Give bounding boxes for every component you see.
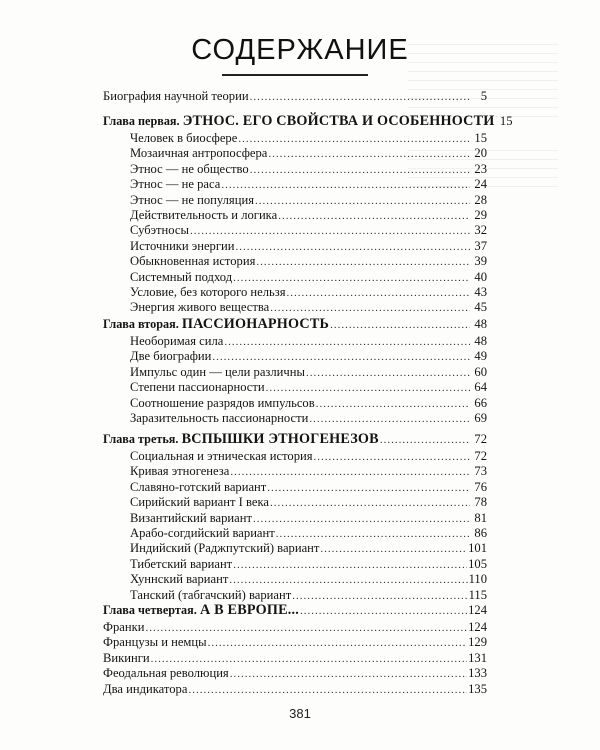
toc-entry-text: Необоримая сила: [130, 334, 224, 348]
toc-entry-page: 66: [474, 395, 487, 410]
dot-leader: [208, 636, 468, 651]
dot-leader: [287, 286, 470, 301]
dot-leader: [190, 224, 470, 239]
chapter-page: 48: [474, 317, 487, 331]
toc-entry-page: 76: [474, 479, 487, 494]
dot-leader: [276, 527, 470, 542]
toc-entry-page: 78: [474, 495, 487, 510]
chapter-label: Глава первая: [103, 114, 177, 128]
title-underline: [222, 74, 368, 76]
toc-entry-text: Обыкновенная история: [130, 254, 256, 269]
chapter-heading: [103, 315, 329, 333]
toc-entry: [103, 411, 487, 426]
toc-intro: [103, 89, 487, 104]
toc-entry-text: Соотношение разрядов импульсов: [130, 395, 315, 410]
dot-leader: [250, 163, 470, 178]
toc-entry: [103, 449, 487, 464]
toc-entry-text: Заразительность пассионарности: [130, 410, 309, 425]
chapter-title: ЭТНОС. ЕГО СВОЙСТВА И ОСОБЕННОСТИ: [182, 113, 495, 129]
toc-entry-page: 81: [474, 510, 487, 525]
dot-leader: [256, 255, 470, 270]
chapter-separator: .: [175, 432, 179, 446]
toc-entry-page: 133: [468, 666, 487, 681]
dot-leader: [320, 542, 467, 557]
toc-entry: [103, 511, 487, 526]
toc-entry-text: Мозаичная антропосфера: [130, 146, 268, 161]
toc-entry-text: Степени пассионарности: [130, 380, 265, 395]
chapter-title: ВСПЫШКИ ЭТНОГЕНЕЗОВ: [181, 431, 379, 447]
toc-entry-text: Сирийский вариант I века: [130, 495, 269, 510]
dot-leader: [253, 512, 470, 527]
toc-entry: [103, 146, 487, 161]
dot-leader: [270, 496, 470, 511]
dot-leader: [267, 481, 470, 496]
dot-leader: [238, 132, 470, 147]
toc-entry-page: 64: [474, 380, 487, 395]
dot-leader: [250, 90, 470, 105]
dot-leader: [300, 602, 467, 620]
toc-entry-page: 39: [474, 254, 487, 269]
toc-entry-text: Субэтносы: [130, 223, 189, 238]
chapter-title: ПАССИОНАРНОСТЬ: [181, 316, 330, 332]
chapter-title: А В ЕВРОПЕ...: [199, 602, 300, 618]
dot-leader: [306, 366, 470, 381]
dot-leader: [229, 573, 467, 588]
toc-entry-text: Викинги: [103, 650, 150, 665]
toc-entry: [103, 285, 487, 300]
toc-entry-text: Арабо-согдийский вариант: [130, 525, 275, 540]
toc-entry: [103, 666, 487, 681]
toc-entry-page: 48: [474, 334, 487, 348]
dot-leader: [212, 350, 470, 365]
toc-entry-text: Византийский вариант: [130, 510, 253, 525]
chapter-heading: [103, 430, 379, 448]
toc-entry-page: 49: [474, 349, 487, 364]
toc-entry: [103, 635, 487, 650]
toc-entry: [103, 239, 487, 254]
toc-entry-text: Условие, без которого нельзя: [130, 284, 286, 299]
chapter-block-2: [103, 315, 487, 426]
toc-entry-text: Феодальная революция: [103, 666, 229, 681]
dot-leader: [145, 621, 467, 636]
chapter-page: 72: [474, 432, 487, 446]
dot-leader: [316, 397, 470, 412]
toc-entry-page: 115: [468, 587, 487, 602]
chapter-heading-row: [103, 112, 513, 130]
page-number: 381: [289, 706, 311, 721]
dot-leader: [230, 465, 470, 480]
toc-entry-text: Танский (табгачский) вариант: [130, 587, 292, 602]
toc-entry-page: 29: [474, 207, 487, 222]
toc-entry-page: 5: [480, 89, 487, 103]
toc-entry-page: 40: [474, 269, 487, 284]
toc-entry-text: Человек в биосфере: [130, 131, 238, 145]
toc-entry-text: Энергия живого вещества: [130, 300, 270, 315]
toc-entry: [103, 270, 487, 285]
chapter-page: 15: [499, 114, 513, 128]
chapter-heading: [103, 112, 495, 130]
chapter-label: Глава третья: [103, 432, 176, 446]
toc-entry-page: 129: [468, 635, 487, 650]
chapter-separator: .: [193, 603, 197, 617]
toc-entry: [103, 89, 487, 104]
toc-entry-text: Индийский (Раджпутский) вариант: [130, 541, 320, 556]
toc-entry-text: Две биографии: [130, 349, 212, 364]
toc-entry-text: Действительность и логика: [130, 207, 278, 222]
toc-entry-page: 101: [468, 541, 487, 556]
chapter-heading: [103, 601, 299, 619]
chapter-separator: .: [175, 317, 179, 331]
toc-entry-page: 86: [474, 525, 487, 540]
dot-leader: [224, 335, 470, 350]
toc-entry: [103, 223, 487, 238]
toc-entry: [103, 162, 487, 177]
chapter-block-4: [103, 601, 487, 697]
page-title: СОДЕРЖАНИЕ: [191, 34, 409, 66]
toc-entry-page: 15: [474, 131, 487, 145]
dot-leader: [380, 431, 470, 449]
toc-entry-page: 23: [474, 161, 487, 176]
toc-entry-text: Биография научной теории: [103, 89, 249, 103]
toc-entry-page: 45: [474, 300, 487, 315]
toc-entry: [103, 334, 487, 349]
dot-leader: [236, 240, 471, 255]
dot-leader: [314, 450, 470, 465]
toc-entry-text: Этнос — не общество: [130, 161, 249, 176]
dot-leader: [255, 194, 470, 209]
toc-entry-page: 20: [474, 146, 487, 161]
toc-entry-text: Славяно-готский вариант: [130, 479, 267, 494]
chapter-separator: .: [176, 114, 180, 128]
toc-entry-page: 105: [468, 556, 487, 571]
dot-leader: [266, 381, 470, 396]
toc-entry: [103, 193, 487, 208]
toc-entry-text: Два индикатора: [103, 681, 188, 696]
dot-leader: [278, 209, 470, 224]
toc-entry-text: Кривая этногенеза: [130, 464, 230, 479]
toc-entry: [103, 526, 487, 541]
toc-entry: [103, 365, 487, 380]
toc-entry: [103, 541, 487, 556]
toc-entry-page: 124: [468, 620, 487, 634]
dot-leader: [309, 412, 470, 427]
toc-entry-page: 135: [468, 681, 487, 696]
toc-entry-page: 131: [468, 650, 487, 665]
toc-entry: [103, 131, 487, 146]
dot-leader: [233, 558, 467, 573]
toc-entry-page: 72: [474, 449, 487, 463]
toc-entry: [103, 300, 487, 315]
toc-entry: [103, 349, 487, 364]
chapter-page: 124: [468, 603, 487, 617]
toc-entry-text: Тибетский вариант: [130, 556, 233, 571]
chapter-heading-row: [103, 601, 487, 619]
chapter-label: Глава вторая: [103, 317, 176, 331]
dot-leader: [268, 147, 470, 162]
toc-entry: [103, 254, 487, 269]
toc-entry: [103, 380, 487, 395]
toc-entry-page: 110: [468, 572, 487, 587]
toc-entry: [103, 651, 487, 666]
toc-entry-text: Этнос — не раса: [130, 177, 221, 192]
toc-entry: [103, 572, 487, 587]
dot-leader: [221, 178, 470, 193]
toc-entry: [103, 208, 487, 223]
chapter-heading-row: [103, 430, 487, 448]
toc-entry-text: Франки: [103, 620, 145, 634]
toc-entry-text: Источники энергии: [130, 238, 235, 253]
chapter-heading-row: [103, 315, 487, 333]
toc-entry: [103, 177, 487, 192]
dot-leader: [188, 683, 467, 698]
dot-leader: [233, 271, 470, 286]
toc-entry: [103, 495, 487, 510]
toc-entry-text: Системный подход: [130, 269, 233, 284]
toc-entry: [103, 480, 487, 495]
toc-entry-page: 69: [474, 410, 487, 425]
chapter-block-1: [103, 112, 513, 316]
toc-entry-page: 24: [474, 177, 487, 192]
toc-entry: [103, 557, 487, 572]
dot-leader: [230, 667, 467, 682]
toc-entry-page: 28: [474, 192, 487, 207]
toc-entry: [103, 464, 487, 479]
chapter-label: Глава четвертая: [103, 603, 194, 617]
toc-entry-text: Импульс один — цели различны: [130, 364, 305, 379]
chapter-block-3: [103, 430, 487, 603]
toc-entry-text: Хуннский вариант: [130, 572, 229, 587]
dot-leader: [330, 316, 470, 334]
toc-entry-page: 73: [474, 464, 487, 479]
toc-entry-page: 37: [474, 238, 487, 253]
toc-entry-page: 60: [474, 364, 487, 379]
toc-entry-page: 32: [474, 223, 487, 238]
toc-entry: [103, 682, 487, 697]
toc-entry-page: 43: [474, 284, 487, 299]
toc-entry-text: Этнос — не популяция: [130, 192, 254, 207]
dot-leader: [151, 652, 467, 667]
toc-entry-text: Французы и немцы: [103, 635, 207, 650]
toc-entry: [103, 620, 487, 635]
toc-entry: [103, 396, 487, 411]
toc-entry-text: Социальная и этническая история: [130, 449, 313, 463]
